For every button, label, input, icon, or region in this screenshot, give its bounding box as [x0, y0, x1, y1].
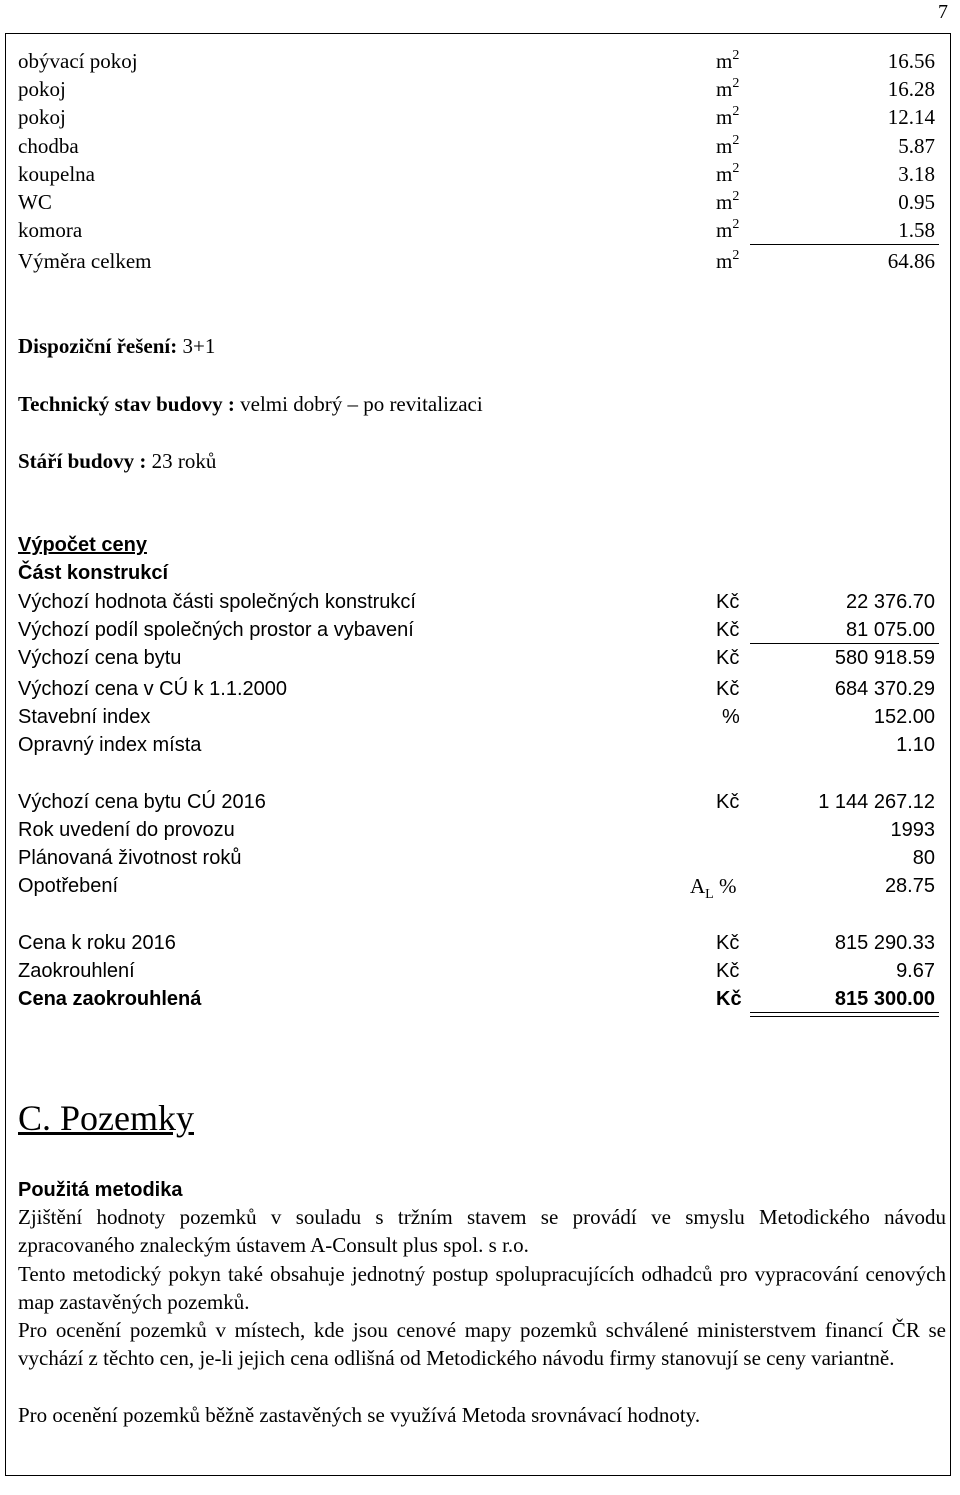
- area-value: 0.95: [898, 190, 935, 214]
- calc-label: Výchozí cena bytu: [18, 647, 182, 669]
- area-value: 1.58: [898, 218, 935, 242]
- calc-value: 815 290.33: [834, 932, 935, 954]
- metodika-title: Použitá metodika: [18, 1179, 183, 1201]
- area-label: WC: [18, 190, 52, 214]
- area-label: pokoj: [18, 105, 66, 129]
- stari-line: Stáří budovy : 23 roků: [18, 449, 217, 473]
- calc-unit: $A_L$ %: [690, 874, 737, 903]
- calc-unit: Kč: [716, 791, 740, 813]
- area-unit: $m^2$: [716, 104, 740, 129]
- area-total-label: Výměra celkem: [18, 249, 152, 273]
- page-number: 7: [938, 1, 948, 23]
- calc-label: Výchozí podíl společných prostor a vybavení: [18, 619, 414, 641]
- calc-unit: Kč: [716, 932, 740, 954]
- calc-label: Výchozí cena v CÚ k 1.1.2000: [18, 678, 288, 700]
- area-value: 16.56: [887, 49, 935, 73]
- area-unit: $m^2$: [716, 161, 740, 186]
- area-label: pokoj: [18, 77, 66, 101]
- paragraph: Zjištění hodnoty pozemků v souladu s tržním stavem se provádí ve smyslu Metodického návodu zpracovaného znaleckým ústavem A-Consult plus spol. s r.o.: [18, 1205, 946, 1257]
- paragraph: Pro ocenění pozemků v místech, kde jsou cenové mapy pozemků schválené ministerstvem financí ČR se vychází z těchto cen, je-li jejich cena odlišná od Metodického návodu firmy stanovují se ceny variantně.: [18, 1318, 946, 1370]
- sum-rule: [750, 643, 939, 644]
- area-value: 12.14: [887, 105, 935, 129]
- area-value: 16.28: [887, 77, 935, 101]
- area-unit: $m^2$: [716, 248, 740, 273]
- calc-label: Stavební index: [18, 706, 151, 728]
- area-unit: $m^2$: [716, 189, 740, 214]
- calc-label: Opravný index místa: [18, 734, 202, 756]
- paragraph: Pro ocenění pozemků běžně zastavěných se využívá Metoda srovnávací hodnoty.: [18, 1403, 701, 1427]
- area-label: obývací pokoj: [18, 49, 138, 73]
- calc-unit: Kč: [716, 647, 740, 669]
- calc-unit: Kč: [716, 678, 740, 700]
- calc-label: Cena k roku 2016: [18, 932, 176, 954]
- stav-line: Technický stav budovy : velmi dobrý – po revitalizaci: [18, 392, 483, 416]
- area-value: 5.87: [898, 134, 935, 158]
- cast-title: Část konstrukcí: [18, 562, 169, 584]
- calc-value: 28.75: [884, 875, 935, 897]
- area-unit: $m^2$: [716, 76, 740, 101]
- vypocet-title: Výpočet ceny: [18, 534, 147, 556]
- area-label: chodba: [18, 134, 79, 158]
- calc-value: 9.67: [896, 960, 935, 982]
- area-label: komora: [18, 218, 83, 242]
- calc-unit: Kč: [716, 619, 740, 641]
- calc-value: 684 370.29: [834, 678, 935, 700]
- calc-value: 80: [912, 847, 935, 869]
- calc-value: 22 376.70: [846, 591, 935, 613]
- calc-label: Výchozí cena bytu CÚ 2016: [18, 791, 266, 813]
- paragraph: Tento metodický pokyn také obsahuje jednotný postup spolupracujících odhadců pro vypracování cenových map zastavěných pozemků.: [18, 1262, 946, 1314]
- calc-value: 81 075.00: [846, 619, 935, 641]
- sum-rule: [750, 244, 939, 245]
- calc-value: 1993: [890, 819, 935, 841]
- section-title: C. Pozemky: [18, 1098, 194, 1138]
- area-value: 3.18: [898, 162, 935, 186]
- area-label: koupelna: [18, 162, 95, 186]
- calc-label: Plánovaná životnost roků: [18, 847, 242, 869]
- area-unit: $m^2$: [716, 48, 740, 73]
- area-total-value: 64.86: [887, 249, 935, 273]
- calc-unit: %: [722, 706, 740, 728]
- calc-value: 152.00: [873, 706, 935, 728]
- area-unit: $m^2$: [716, 133, 740, 158]
- calc-unit: Kč: [716, 988, 742, 1010]
- calc-value: 1 144 267.12: [818, 791, 935, 813]
- double-underline: [750, 1012, 939, 1017]
- calc-label: Rok uvedení do provozu: [18, 819, 235, 841]
- calc-label: Výchozí hodnota části společných konstrukcí: [18, 591, 416, 613]
- final-price-value: 815 300.00: [834, 988, 935, 1010]
- calc-unit: Kč: [716, 960, 740, 982]
- calc-value: 1.10: [896, 734, 935, 756]
- calc-label: Opotřebení: [18, 875, 119, 897]
- calc-value: 580 918.59: [834, 647, 935, 669]
- area-unit: $m^2$: [716, 217, 740, 242]
- dispozice-line: Dispoziční řešení: 3+1: [18, 334, 216, 358]
- calc-unit: Kč: [716, 591, 740, 613]
- final-price-label: Cena zaokrouhlená: [18, 988, 202, 1010]
- calc-label: Zaokrouhlení: [18, 960, 135, 982]
